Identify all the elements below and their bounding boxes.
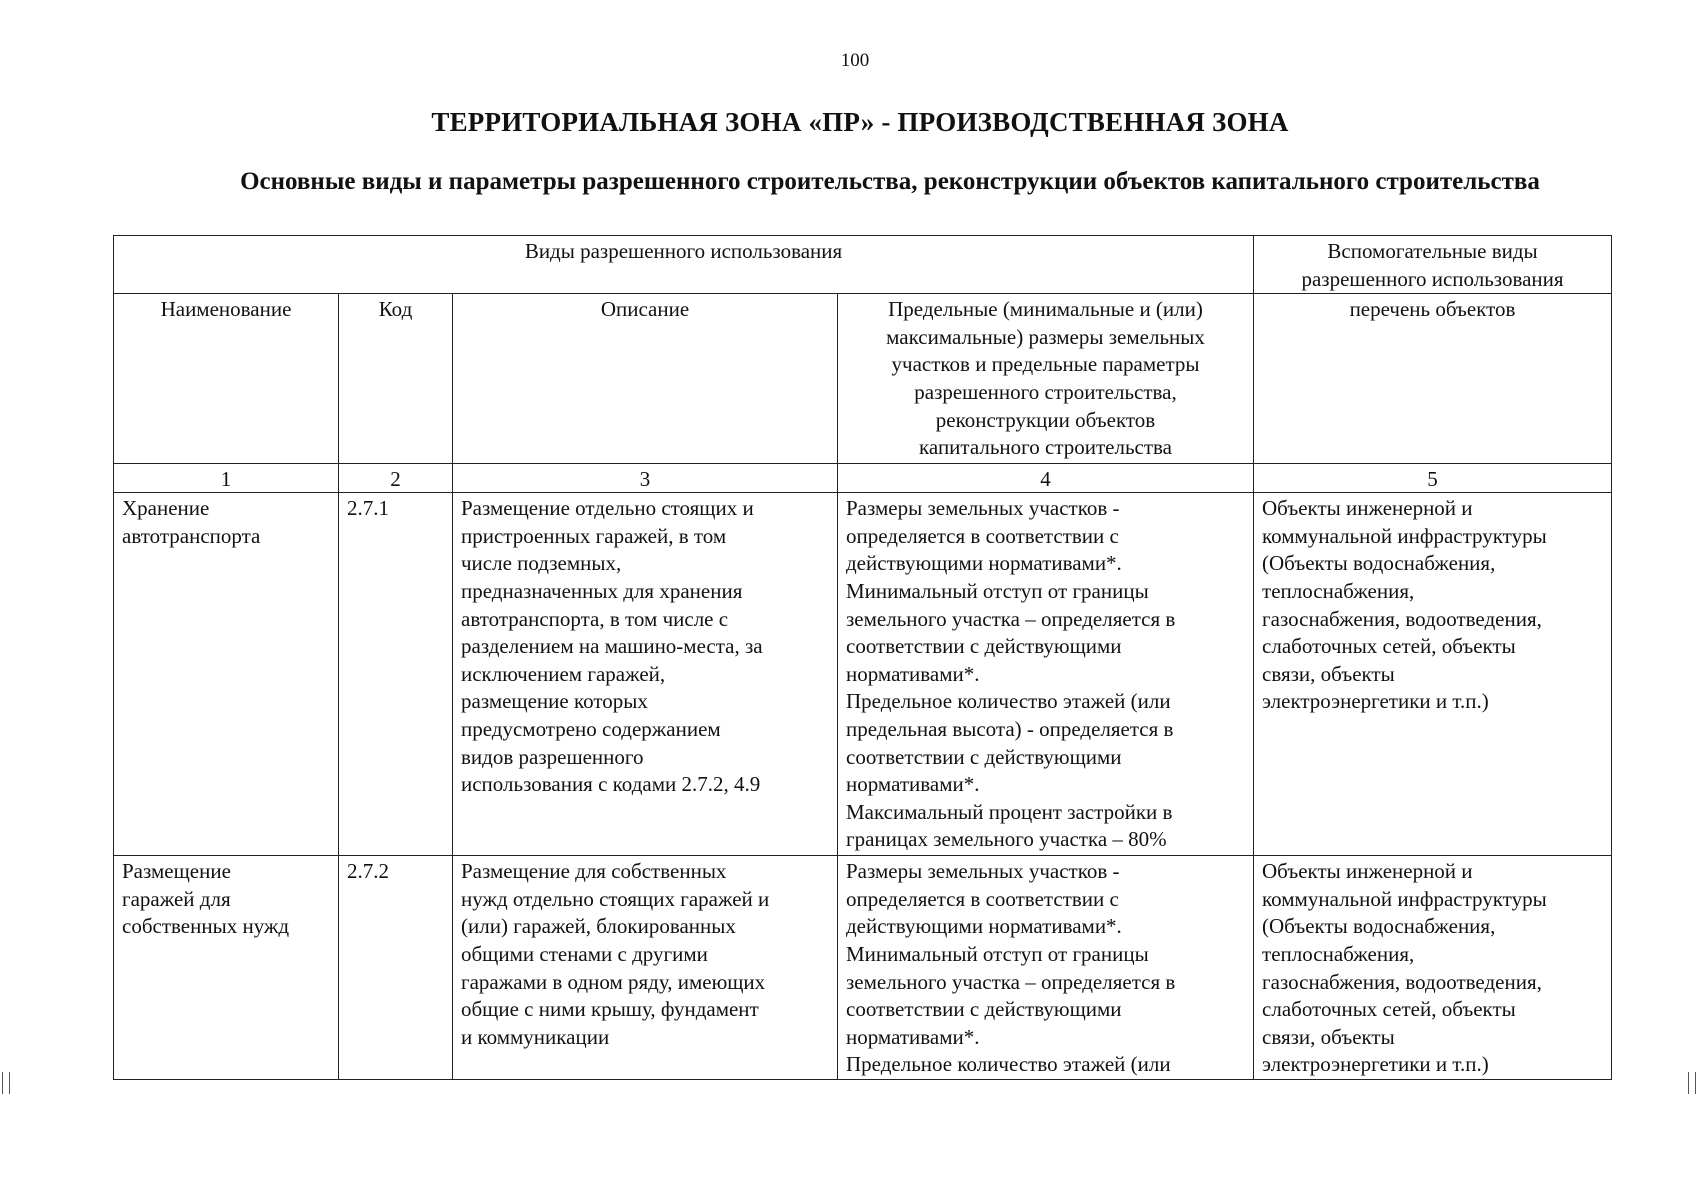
cell-description [453,856,838,1080]
cell-limits [838,493,1254,856]
text-line: теплоснабжения, [1262,941,1415,966]
text-line: общие с ними крышу, фундамент [461,997,759,1022]
text-line: определяется в соответствии с [846,523,1119,548]
text-line: использования с кодами 2.7.2, 4.9 [461,772,761,797]
text-line: нужд отдельно стоящих гаражей и [461,886,770,911]
scan-edge-mark-right [1688,1072,1696,1094]
text-line: (или) гаражей, блокированных [461,914,736,939]
text-line: пристроенных гаражей, в том [461,523,727,548]
zone-title: ТЕРРИТОРИАЛЬНАЯ ЗОНА «ПР» - ПРОИЗВОДСТВЕННАЯ ЗОНА [431,107,1289,137]
cell-code: 2.7.2 [339,856,453,1080]
column-number: 1 [114,464,339,493]
header-line: участков и предельные параметры [891,352,1200,377]
cell-name [114,493,339,856]
cell-name [114,856,339,1080]
text-line: Размещение [122,859,231,884]
text-line: разделением на машино-места, за [461,634,763,659]
permitted-uses-table [113,235,1612,1080]
text-line: гаражей для [122,886,231,911]
group-header-permitted-uses: Виды разрешенного использования [114,236,1254,294]
text-line: соответствии с действующими [846,997,1122,1022]
cell-description [453,493,838,856]
column-number-row [114,464,1612,493]
table-title: Основные виды и параметры разрешенного строительства, реконструкции объектов капитального строительства [240,168,1540,195]
column-header-row [114,294,1612,464]
column-number: 3 [453,464,838,493]
text-line: коммунальной инфраструктуры [1262,523,1547,548]
group-header-row [114,236,1612,294]
header-line: разрешенного строительства, [914,379,1177,404]
text-line: общими стенами с другими [461,941,708,966]
text-line: Предельное количество этажей (или [846,689,1171,714]
text-line: автотранспорта, в том числе с [461,606,729,631]
text-line: исключением гаражей, [461,661,666,686]
text-line: числе подземных, [461,551,622,576]
text-line: Размеры земельных участков - [846,496,1120,521]
text-line: нормативами*. [846,1024,980,1049]
cell-limits [838,856,1254,1080]
header-line: разрешенного использования [1301,266,1564,291]
column-header-objects: перечень объектов [1254,294,1612,464]
text-line: слаботочных сетей, объекты [1262,634,1516,659]
text-line: газоснабжения, водоотведения, [1262,969,1542,994]
text-line: Предельное количество этажей (или [846,1052,1171,1077]
text-line: Максимальный процент застройки в [846,799,1173,824]
text-line: предназначенных для хранения [461,578,743,603]
text-line: действующими нормативами*. [846,551,1122,576]
text-line: связи, объекты [1262,661,1395,686]
header-line: реконструкции объектов [935,407,1156,432]
text-line: Размеры земельных участков - [846,859,1120,884]
column-header-code: Код [339,294,453,464]
text-line: слаботочных сетей, объекты [1262,997,1516,1022]
column-header-limits [838,294,1254,464]
text-line: собственных нужд [122,914,290,939]
cell-code: 2.7.1 [339,493,453,856]
column-number: 2 [339,464,453,493]
text-line: действующими нормативами*. [846,914,1122,939]
header-line: Предельные (минимальные и (или) [888,297,1203,322]
text-line: Минимальный отступ от границы [846,941,1149,966]
text-line: автотранспорта [122,523,261,548]
text-line: Минимальный отступ от границы [846,578,1149,603]
text-line: нормативами*. [846,772,980,797]
text-line: видов разрешенного [461,744,644,769]
text-line: границах земельного участка – 80% [846,827,1167,852]
text-line: электроэнергетики и т.п.) [1262,689,1489,714]
scan-edge-mark-left [2,1072,10,1094]
text-line: соответствии с действующими [846,744,1122,769]
table-row [114,493,1612,856]
page-number: 100 [840,50,870,71]
text-line: Хранение [122,496,210,521]
text-line: земельного участка – определяется в [846,606,1176,631]
header-line: Вспомогательные виды [1327,239,1538,263]
column-number: 5 [1254,464,1612,493]
text-line: Объекты инженерной и [1262,496,1473,521]
cell-objects [1254,856,1612,1080]
cell-objects [1254,493,1612,856]
text-line: соответствии с действующими [846,634,1122,659]
text-line: Размещение для собственных [461,859,727,884]
table-row [114,856,1612,1080]
text-line: нормативами*. [846,661,980,686]
text-line: гаражами в одном ряду, имеющих [461,969,766,994]
text-line: Объекты инженерной и [1262,859,1473,884]
text-line: размещение которых [461,689,648,714]
text-line: электроэнергетики и т.п.) [1262,1052,1489,1077]
text-line: определяется в соответствии с [846,886,1119,911]
text-line: (Объекты водоснабжения, [1262,551,1496,576]
text-line: и коммуникации [461,1024,610,1049]
column-header-description: Описание [453,294,838,464]
text-line: связи, объекты [1262,1024,1395,1049]
text-line: земельного участка – определяется в [846,969,1176,994]
column-number: 4 [838,464,1254,493]
header-line: максимальные) размеры земельных [886,324,1205,349]
text-line: Размещение отдельно стоящих и [461,496,754,521]
text-line: теплоснабжения, [1262,578,1415,603]
header-line: капитального строительства [919,435,1172,460]
text-line: газоснабжения, водоотведения, [1262,606,1542,631]
text-line: предусмотрено содержанием [461,716,721,741]
text-line: (Объекты водоснабжения, [1262,914,1496,939]
text-line: коммунальной инфраструктуры [1262,886,1547,911]
group-header-auxiliary-uses [1254,236,1612,294]
column-header-name: Наименование [114,294,339,464]
text-line: предельная высота) - определяется в [846,716,1174,741]
